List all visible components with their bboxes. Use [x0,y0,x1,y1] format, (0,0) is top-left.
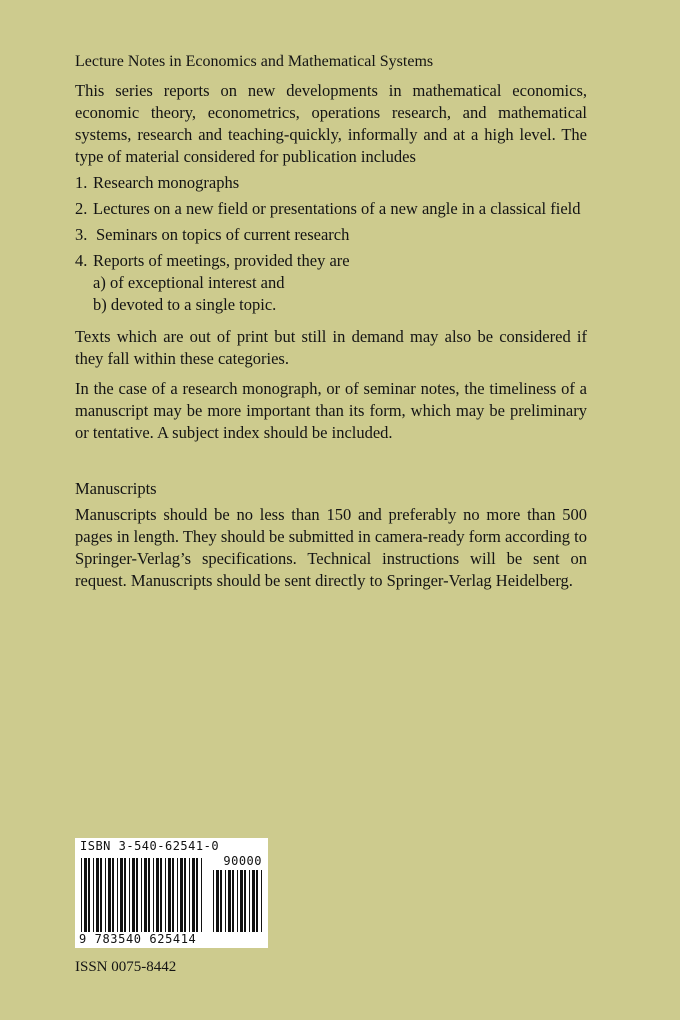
series-title: Lecture Notes in Economics and Mathematical Systems [75,53,434,70]
list-subitem [75,272,587,294]
ean-number: 9 783540 625414 [79,932,197,946]
timeliness-note: In the case of a research monograph, or of seminar notes, the timeliness of a manuscript may be more important than its form, which may be preliminary or tentative. A subject index should be included. [75,379,587,442]
isbn-number: ISBN 3-540-62541-0 [80,839,220,853]
series-description: This series reports on new developments in mathematical economics, economic theory, econometrics, operations research, and mathematical systems, research and teaching-quickly, informally and at a high level. The type of material considered for publication includes [75,81,587,166]
list-item-text: Reports of meetings, provided they are [93,251,350,270]
list-item-text: Research monographs [93,173,240,192]
isbn-barcode [75,838,268,948]
list-subitem-text: a) of exceptional interest and [93,273,285,292]
publication-types-list [75,172,587,316]
list-item [75,198,587,220]
out-of-print-note: Texts which are out of print but still in demand may also be considered if they fall within these categories. [75,327,587,368]
list-item [75,172,587,194]
manuscripts-heading: Manuscripts [75,479,157,498]
list-item-number: 3. [75,225,88,244]
list-item-body [93,250,587,272]
list-item-text: Lectures on a new field or presentations of a new angle in a classical field [93,199,581,218]
list-subitem-text: b) devoted to a single topic. [93,295,277,314]
list-item-text: Seminars on topics of current research [96,225,350,244]
manuscripts-text: Manuscripts should be no less than 150 and preferably no more than 500 pages in length. They should be submitted in camera-ready form according to Springer-Verlag’s specifications. Technical instructions will be sent on request. Manuscripts should be sent directly to Springer-Verlag Heidelberg. [75,505,587,590]
list-item-number: 1. [75,173,88,192]
list-item [75,224,587,246]
issn-number: ISSN 0075-8442 [75,959,177,975]
list-item-number: 4. [75,251,88,270]
list-item [75,250,587,272]
price-code: 90000 [223,854,262,868]
list-subitem [75,294,587,316]
list-item-number: 2. [75,199,88,218]
